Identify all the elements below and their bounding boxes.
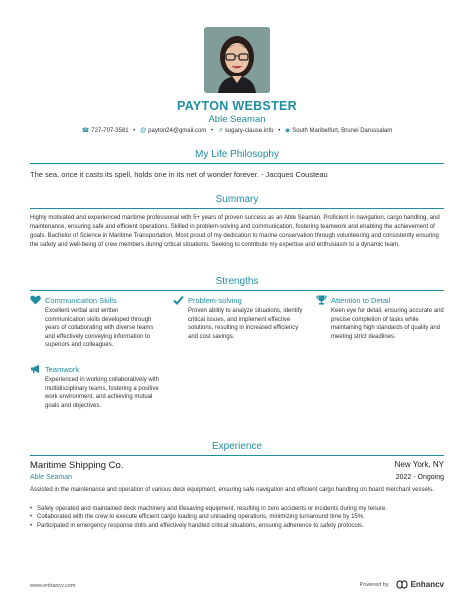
summary-text: Highly motivated and experienced maritime professional with 5+ years of proven success as an Able Seaman. Proficient in navigation, cargo handling, and maintenance, ensuring safe and efficient operations. Skilled in problem-solving and communication, fostering teamwork and enabling the achievement of goals. Bachelor of Science in Maritime Transportation. Most proud of my dedication to marine conservation through volunteering and consistently ensuring the safety and well-being of crew members during critical situations. Seeking to contribute my expertise and enthusiasm to a dynamic team. <box>30 215 440 248</box>
experience-role: Able Seaman <box>30 474 73 481</box>
brand-logo[interactable] <box>395 580 444 589</box>
check-icon <box>173 295 184 305</box>
strength-item <box>316 295 446 341</box>
candidate-title: Able Seaman <box>208 114 266 125</box>
strength-desc: Excellent verbal and written communication skills developed through years of collaborating with diverse teams and effectively conveying information to superiors and colleagues. <box>45 308 154 349</box>
powered-by-label: Powered by <box>359 581 389 588</box>
summary-heading: Summary <box>215 194 259 205</box>
brand-name: Enhancv <box>410 580 444 589</box>
candidate-name: PAYTON WEBSTER <box>177 99 297 113</box>
heart-icon <box>30 295 41 305</box>
strength-item <box>30 364 160 410</box>
profile-photo <box>204 27 270 93</box>
strength-desc: Proven ability to analyze situations, identify critical issues, and implement effective solutions, resulting in increased efficiency and cost savings. <box>188 308 303 340</box>
experience-company: Maritime Shipping Co. <box>30 460 124 471</box>
email-icon: @ <box>140 128 147 134</box>
strengths-heading: Strengths <box>215 276 259 287</box>
contact-separator: • <box>210 128 214 134</box>
contact-separator: • <box>133 128 136 134</box>
experience-description: Assisted in the maintenance and operation of various deck equipment, ensuring safe navigation and efficient cargo handling on board merchant vessels. <box>30 487 434 493</box>
strengths-divider <box>30 290 444 291</box>
contact-email[interactable]: payton24@gmail.com <box>148 128 207 134</box>
experience-dates: 2022 - Ongoing <box>395 474 444 481</box>
strength-item <box>30 295 160 350</box>
philosophy-quote: The sea, once it casts its spell, holds one in its net of wonder forever. - Jacques Cousteau <box>30 170 328 179</box>
contact-website[interactable]: sugary-clause.info <box>224 128 274 134</box>
list-item: • Collaborated with the crew to execute efficient cargo loading and unloading operations, minimizing turnaround time by 15%. <box>30 513 444 521</box>
strength-desc: Experienced in working collaboratively with multidisciplinary teams, fostering a positive work environment, and achieving mutual goals and objectives. <box>45 377 160 409</box>
link-icon: ↗ <box>217 128 223 134</box>
philosophy-divider <box>30 163 444 164</box>
strength-desc: Keen eye for detail, ensuring accurate and precise completion of tasks while maintaining high standards of quality and meeting strict deadlines. <box>331 308 444 340</box>
phone-icon: ☎ <box>81 128 90 134</box>
contact-separator: • <box>278 128 281 134</box>
experience-heading: Experience <box>211 441 263 452</box>
list-item: • Safely operated and maintained deck machinery and lifesaving equipment, resulting in zero accidents or incidents during my tenure. <box>30 505 444 513</box>
contact-line <box>0 127 474 134</box>
strength-item <box>173 295 303 341</box>
footer-website[interactable]: www.enhancv.com <box>30 583 76 589</box>
megaphone-icon <box>30 364 41 374</box>
footer-branding <box>360 580 444 589</box>
experience-bullets <box>30 505 444 530</box>
location-icon: ◉ <box>284 128 291 134</box>
experience-location: New York, NY <box>394 460 444 469</box>
contact-location: South Maribelfurt, Brunei Darussalam <box>292 128 393 134</box>
trophy-icon <box>316 295 327 305</box>
list-item: • Participated in emergency response drills and effectively handled critical situations, ensuring adherence to safety protocols. <box>30 522 444 530</box>
strength-title: Attention to Detail <box>331 295 391 305</box>
enhancv-logo-icon <box>395 580 409 589</box>
summary-divider <box>30 208 444 209</box>
strength-title: Problem-solving <box>188 295 242 305</box>
experience-divider <box>30 455 444 456</box>
strength-title: Teamwork <box>45 364 80 374</box>
contact-phone: 727-707-3581 <box>91 128 129 134</box>
strength-title: Communication Skills <box>45 295 117 305</box>
philosophy-heading: My Life Philosophy <box>195 149 279 160</box>
